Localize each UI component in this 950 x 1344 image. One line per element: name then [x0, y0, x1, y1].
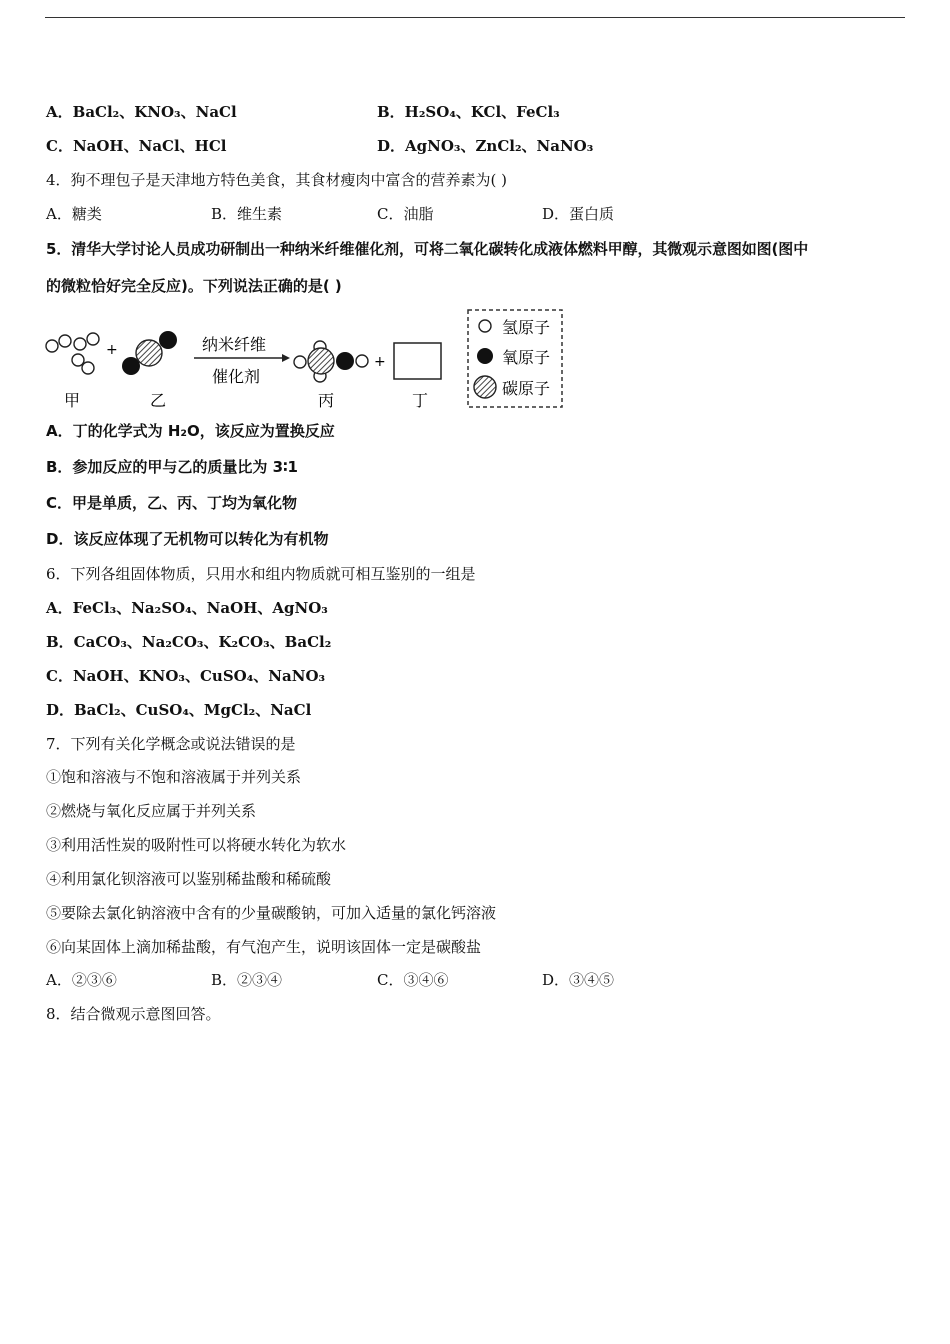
legend-carbon-icon [474, 376, 496, 398]
legend-oxygen: 氧原子 [502, 348, 551, 367]
catalyst-label-top: 纳米纤维 [202, 335, 267, 354]
plus-sign-2: + [374, 354, 386, 370]
product-bing-methanol-molecule [294, 341, 368, 382]
q4-option-c: C．油脂 [377, 205, 434, 223]
q7-option-a: A．②③⑥ [46, 971, 117, 989]
q5-option-b: B．参加反应的甲与乙的质量比为 3∶1 [46, 458, 298, 476]
q6-option-d: D．BaCl₂、CuSO₄、MgCl₂、NaCl [46, 701, 312, 719]
q7-statement-1: ①饱和溶液与不饱和溶液属于并列关系 [46, 768, 302, 786]
reactant-yi-co2-molecule [122, 331, 177, 375]
q7-option-c: C．③④⑥ [377, 971, 449, 989]
q7-option-b: B．②③④ [211, 971, 283, 989]
q8-stem: 8．结合微观示意图回答。 [46, 1005, 221, 1023]
q6-option-c: C．NaOH、KNO₃、CuSO₄、NaNO₃ [46, 667, 326, 685]
q7-statement-2: ②燃烧与氧化反应属于并列关系 [46, 802, 257, 820]
legend-box [468, 310, 562, 407]
q4-option-b: B．维生素 [211, 205, 283, 223]
q3-option-d: D．AgNO₃、ZnCl₂、NaNO₃ [377, 137, 594, 155]
q3-option-c: C．NaOH、NaCl、HCl [46, 137, 227, 155]
header-rule [45, 17, 905, 18]
q6-option-b: B．CaCO₃、Na₂CO₃、K₂CO₃、BaCl₂ [46, 633, 332, 651]
plus-sign-1: + [106, 342, 118, 358]
q7-statement-5: ⑤要除去氯化钠溶液中含有的少量碳酸钠，可加入适量的氯化钙溶液 [46, 904, 497, 922]
q3-option-b: B．H₂SO₄、KCl、FeCl₃ [377, 103, 560, 121]
legend-carbon: 碳原子 [502, 379, 551, 398]
catalyst-label-bottom: 催化剂 [212, 367, 261, 386]
legend-hydrogen-icon [479, 320, 491, 332]
q3-option-a: A．BaCl₂、KNO₃、NaCl [46, 103, 237, 121]
q4-stem: 4．狗不理包子是天津地方特色美食，其食材瘦肉中富含的营养素为( ) [46, 171, 508, 189]
legend-hydrogen: 氢原子 [502, 318, 551, 337]
q5-option-d: D．该反应体现了无机物可以转化为有机物 [46, 530, 329, 548]
q7-statement-6: ⑥向某固体上滴加稀盐酸，有气泡产生，说明该固体一定是碳酸盐 [46, 938, 482, 956]
q5-stem-line1: 5．清华大学讨论人员成功研制出一种纳米纤维催化剂，可将二氧化碳转化成液体燃料甲醇，其微观示意图如图(图中 [46, 240, 809, 258]
q7-stem: 7．下列有关化学概念或说法错误的是 [46, 735, 296, 753]
q7-statement-3: ③利用活性炭的吸附性可以将硬水转化为软水 [46, 836, 347, 854]
reaction-diagram [44, 306, 566, 412]
q5-option-a: A．丁的化学式为 H₂O，该反应为置换反应 [46, 422, 335, 440]
q4-option-d: D．蛋白质 [542, 205, 615, 223]
q6-stem: 6．下列各组固体物质，只用水和组内物质就可相互鉴别的一组是 [46, 565, 476, 583]
q5-option-c: C．甲是单质，乙、丙、丁均为氧化物 [46, 494, 298, 512]
label-jia: 甲 [64, 391, 81, 410]
label-ding: 丁 [412, 391, 429, 410]
q4-option-a: A．糖类 [46, 205, 102, 223]
reactant-jia-hydrogen-molecules [46, 333, 99, 374]
label-bing: 丙 [318, 391, 335, 410]
q5-stem-line2: 的微粒恰好完全反应)。下列说法正确的是( ) [46, 277, 342, 295]
q7-statement-4: ④利用氯化钡溶液可以鉴别稀盐酸和稀硫酸 [46, 870, 332, 888]
q7-option-d: D．③④⑤ [542, 971, 615, 989]
product-ding-box [394, 343, 441, 379]
q6-option-a: A．FeCl₃、Na₂SO₄、NaOH、AgNO₃ [46, 599, 328, 617]
legend-oxygen-icon [477, 348, 493, 364]
label-yi: 乙 [150, 391, 167, 410]
